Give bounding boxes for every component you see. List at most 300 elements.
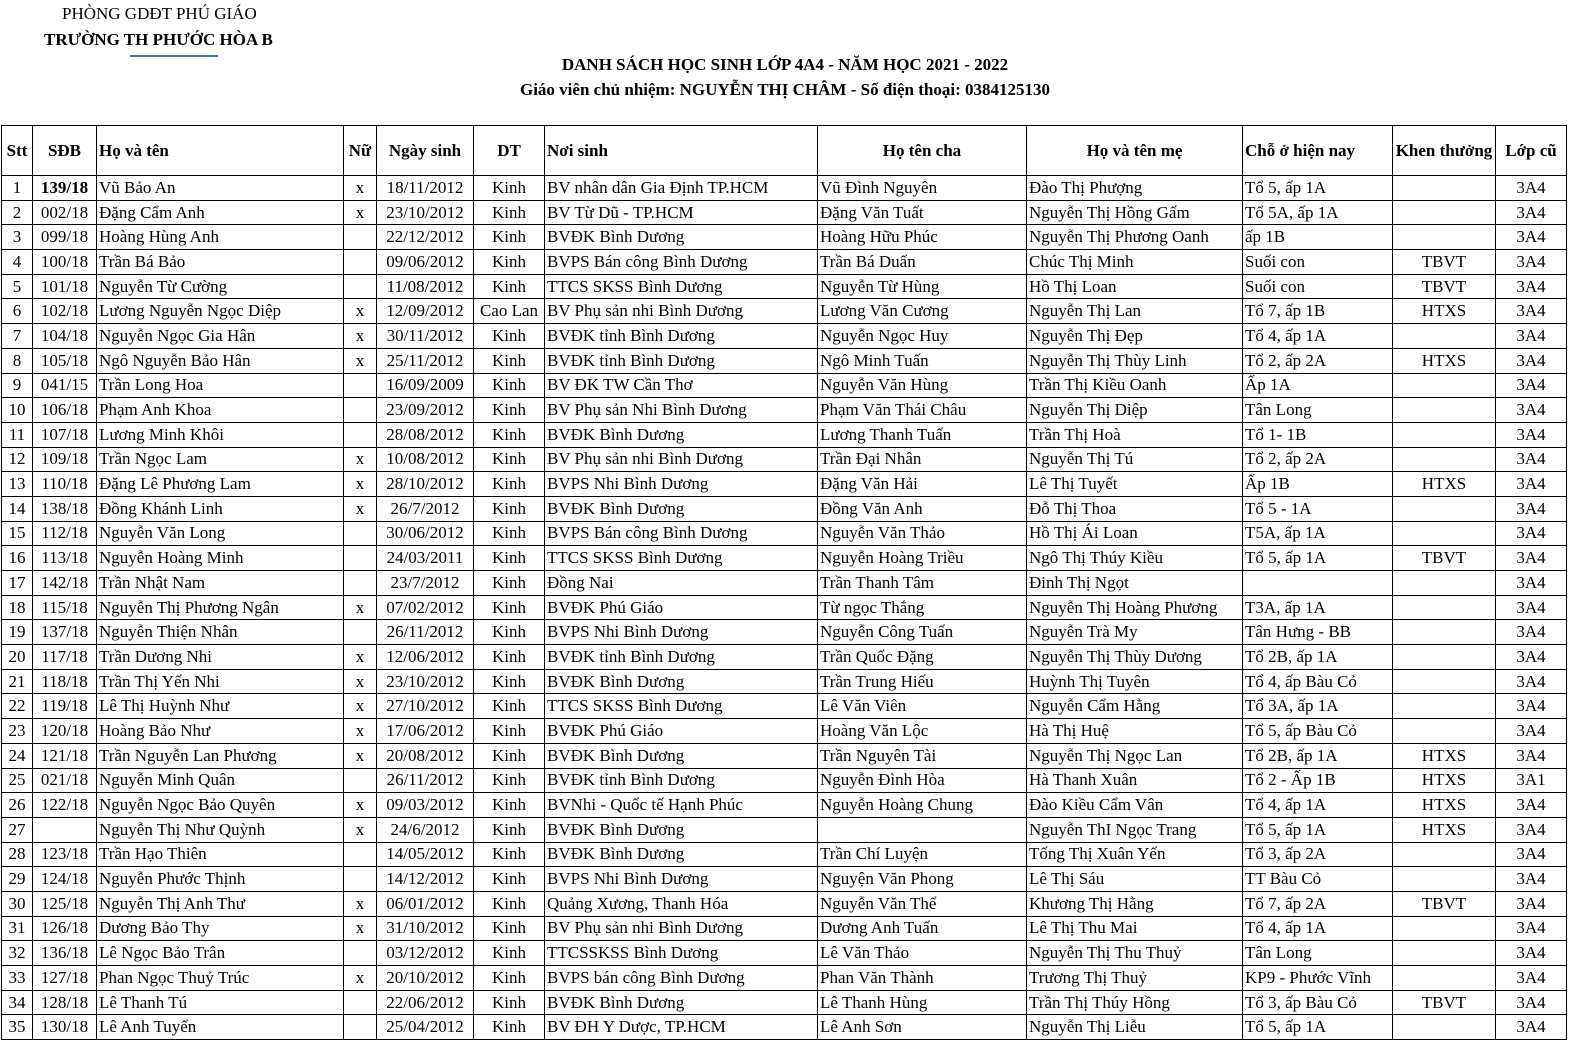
cell-birthplace: BVĐK Bình Dương (545, 743, 818, 768)
cell-birthplace: BVPS Nhi Bình Dương (545, 867, 818, 892)
table-row (2, 521, 1567, 546)
cell-name: Trần Long Hoa (97, 373, 344, 398)
cell-ethnicity: Kinh (474, 472, 545, 497)
table-row (2, 274, 1567, 299)
cell-father: Hoàng Văn Lộc (818, 719, 1027, 744)
cell-dob: 14/05/2012 (377, 842, 474, 867)
cell-female (344, 842, 377, 867)
table-row (2, 324, 1567, 349)
cell-name: Nguyễn Thị Anh Thư (97, 891, 344, 916)
cell-name: Phan Ngọc Thuỷ Trúc (97, 966, 344, 991)
cell-mother: Nguyễn ThI Ngọc Trang (1027, 817, 1243, 842)
cell-mother: Hà Thị Huệ (1027, 719, 1243, 744)
cell-father: Trần Trung Hiếu (818, 669, 1027, 694)
cell-father: Nguyễn Văn Hùng (818, 373, 1027, 398)
cell-stt: 28 (2, 842, 33, 867)
cell-mother: Lê Thị Sáu (1027, 867, 1243, 892)
cell-mother: Chúc Thị Minh (1027, 250, 1243, 275)
cell-female (344, 546, 377, 571)
cell-stt: 33 (2, 966, 33, 991)
table-row (2, 768, 1567, 793)
col-header-stt: Stt (2, 126, 33, 176)
col-header-female: Nữ (344, 126, 377, 176)
cell-ethnicity: Kinh (474, 694, 545, 719)
cell-father: Phan Văn Thành (818, 966, 1027, 991)
cell-female: x (344, 472, 377, 497)
cell-stt: 9 (2, 373, 33, 398)
cell-female: x (344, 299, 377, 324)
cell-female (344, 274, 377, 299)
table-row (2, 571, 1567, 596)
cell-address: T5A, ấp 1A (1243, 521, 1393, 546)
cell-name: Nguyễn Hoàng Minh (97, 546, 344, 571)
cell-father: Lê Văn Viên (818, 694, 1027, 719)
cell-award (1393, 916, 1496, 941)
cell-female (344, 422, 377, 447)
cell-old-class: 3A4 (1496, 225, 1567, 250)
col-header-mother: Họ và tên mẹ (1027, 126, 1243, 176)
cell-female: x (344, 694, 377, 719)
cell-ethnicity: Kinh (474, 669, 545, 694)
cell-name: Trần Thị Yến Nhi (97, 669, 344, 694)
cell-old-class: 3A4 (1496, 891, 1567, 916)
cell-father: Nguyễn Từ Hùng (818, 274, 1027, 299)
cell-mother: Nguyễn Thị Thu Thuỷ (1027, 941, 1243, 966)
table-row (2, 299, 1567, 324)
cell-sdb: 128/18 (33, 990, 97, 1015)
document-subtitle: Giáo viên chủ nhiệm: NGUYỄN THỊ CHÂM - Số điện thoại: 0384125130 (519, 80, 1051, 99)
cell-stt: 4 (2, 250, 33, 275)
cell-stt: 12 (2, 447, 33, 472)
cell-father: Vũ Đình Nguyên (818, 176, 1027, 201)
cell-mother: Nguyễn Thị Đẹp (1027, 324, 1243, 349)
cell-mother: Đinh Thị Ngọt (1027, 571, 1243, 596)
cell-ethnicity: Kinh (474, 546, 545, 571)
cell-birthplace: BVĐK Bình Dương (545, 842, 818, 867)
cell-award: HTXS (1393, 743, 1496, 768)
cell-ethnicity: Kinh (474, 743, 545, 768)
cell-old-class: 3A4 (1496, 916, 1567, 941)
cell-name: Nguyễn Thị Phương Ngân (97, 595, 344, 620)
cell-dob: 25/04/2012 (377, 1015, 474, 1040)
cell-award (1393, 694, 1496, 719)
table-row (2, 496, 1567, 521)
table-row (2, 916, 1567, 941)
cell-name: Hoàng Hùng Anh (97, 225, 344, 250)
cell-female (344, 373, 377, 398)
table-row (2, 669, 1567, 694)
cell-ethnicity: Kinh (474, 941, 545, 966)
cell-dob: 31/10/2012 (377, 916, 474, 941)
cell-stt: 5 (2, 274, 33, 299)
cell-ethnicity: Kinh (474, 422, 545, 447)
cell-ethnicity: Kinh (474, 916, 545, 941)
cell-dob: 12/09/2012 (377, 299, 474, 324)
cell-mother: Hà Thanh Xuân (1027, 768, 1243, 793)
cell-sdb: 136/18 (33, 941, 97, 966)
cell-birthplace: BV Phụ sản nhi Bình Dương (545, 447, 818, 472)
cell-mother: Nguyễn Thị Liễu (1027, 1015, 1243, 1040)
cell-father (818, 817, 1027, 842)
cell-address: Suối con (1243, 274, 1393, 299)
cell-stt: 26 (2, 793, 33, 818)
cell-mother: Lê Thị Tuyết (1027, 472, 1243, 497)
cell-stt: 19 (2, 620, 33, 645)
cell-dob: 23/09/2012 (377, 398, 474, 423)
cell-father: Dương Anh Tuấn (818, 916, 1027, 941)
cell-address: T3A, ấp 1A (1243, 595, 1393, 620)
cell-female: x (344, 743, 377, 768)
cell-birthplace: BVPS Nhi Bình Dương (545, 620, 818, 645)
cell-mother: Trần Thị Thúy Hồng (1027, 990, 1243, 1015)
cell-female: x (344, 324, 377, 349)
cell-stt: 16 (2, 546, 33, 571)
cell-sdb (33, 817, 97, 842)
table-row (2, 620, 1567, 645)
cell-sdb: 120/18 (33, 719, 97, 744)
cell-female: x (344, 817, 377, 842)
cell-birthplace: BV Phụ sản Nhi Bình Dương (545, 398, 818, 423)
cell-award (1393, 422, 1496, 447)
cell-female: x (344, 645, 377, 670)
cell-address: Tổ 2B, ấp 1A (1243, 743, 1393, 768)
cell-address: Tổ 3A, ấp 1A (1243, 694, 1393, 719)
cell-award (1393, 669, 1496, 694)
cell-ethnicity: Kinh (474, 719, 545, 744)
cell-old-class: 3A4 (1496, 472, 1567, 497)
student-table (1, 125, 1567, 1040)
cell-birthplace: BV Phụ sản nhi Bình Dương (545, 299, 818, 324)
cell-female (344, 571, 377, 596)
cell-name: Nguyễn Từ Cường (97, 274, 344, 299)
cell-father: Từ ngọc Thắng (818, 595, 1027, 620)
cell-father: Trần Chí Luyện (818, 842, 1027, 867)
cell-old-class: 3A4 (1496, 447, 1567, 472)
cell-ethnicity: Kinh (474, 447, 545, 472)
cell-ethnicity: Kinh (474, 373, 545, 398)
table-row (2, 842, 1567, 867)
cell-mother: Huỳnh Thị Tuyên (1027, 669, 1243, 694)
cell-name: Nguyễn Ngọc Bảo Quyên (97, 793, 344, 818)
cell-birthplace: BVĐK Bình Dương (545, 225, 818, 250)
cell-award: TBVT (1393, 990, 1496, 1015)
cell-address: Tổ 4, ấp 1A (1243, 793, 1393, 818)
cell-award: TBVT (1393, 546, 1496, 571)
cell-ethnicity: Kinh (474, 324, 545, 349)
cell-birthplace: BVĐK tỉnh Bình Dương (545, 768, 818, 793)
cell-award (1393, 620, 1496, 645)
cell-birthplace: BVĐK Bình Dương (545, 496, 818, 521)
cell-ethnicity: Kinh (474, 348, 545, 373)
cell-dob: 22/12/2012 (377, 225, 474, 250)
cell-name: Trần Nhật Nam (97, 571, 344, 596)
cell-name: Trần Ngọc Lam (97, 447, 344, 472)
cell-birthplace: TTCS SKSS Bình Dương (545, 694, 818, 719)
cell-sdb: 115/18 (33, 595, 97, 620)
col-header-birthplace: Nơi sinh (545, 126, 818, 176)
cell-sdb: 137/18 (33, 620, 97, 645)
cell-award (1393, 447, 1496, 472)
cell-birthplace: BV ĐK TW Cần Thơ (545, 373, 818, 398)
cell-mother: Ngô Thị Thúy Kiều (1027, 546, 1243, 571)
cell-address: Ấp 1B (1243, 472, 1393, 497)
table-row (2, 1015, 1567, 1040)
cell-mother: Nguyễn Thị Lan (1027, 299, 1243, 324)
cell-female: x (344, 200, 377, 225)
cell-old-class: 3A4 (1496, 496, 1567, 521)
cell-sdb: 122/18 (33, 793, 97, 818)
cell-name: Trần Bá Bảo (97, 250, 344, 275)
cell-name: Dương Bảo Thy (97, 916, 344, 941)
cell-mother: Trần Thị Kiều Oanh (1027, 373, 1243, 398)
cell-sdb: 118/18 (33, 669, 97, 694)
table-row (2, 472, 1567, 497)
cell-address: Tổ 5, ấp 1A (1243, 817, 1393, 842)
col-header-old-class: Lớp cũ (1496, 126, 1567, 176)
cell-name: Nguyễn Minh Quân (97, 768, 344, 793)
cell-award (1393, 373, 1496, 398)
cell-name: Vũ Bảo An (97, 176, 344, 201)
cell-award (1393, 496, 1496, 521)
cell-birthplace: BVĐK tỉnh Bình Dương (545, 324, 818, 349)
cell-dob: 26/7/2012 (377, 496, 474, 521)
cell-father: Lê Anh Sơn (818, 1015, 1027, 1040)
cell-sdb: 021/18 (33, 768, 97, 793)
cell-father: Đồng Văn Anh (818, 496, 1027, 521)
cell-award (1393, 571, 1496, 596)
cell-name: Nguyễn Thiện Nhân (97, 620, 344, 645)
cell-female: x (344, 891, 377, 916)
cell-mother: Nguyễn Thị Ngọc Lan (1027, 743, 1243, 768)
cell-female: x (344, 966, 377, 991)
cell-sdb: 109/18 (33, 447, 97, 472)
cell-ethnicity: Kinh (474, 398, 545, 423)
table-row (2, 645, 1567, 670)
cell-stt: 24 (2, 743, 33, 768)
cell-ethnicity: Kinh (474, 817, 545, 842)
cell-old-class: 3A4 (1496, 793, 1567, 818)
table-header-row (2, 126, 1567, 176)
cell-father: Lê Thanh Hùng (818, 990, 1027, 1015)
cell-old-class: 3A4 (1496, 373, 1567, 398)
cell-name: Trần Hạo Thiên (97, 842, 344, 867)
cell-sdb: 100/18 (33, 250, 97, 275)
table-row (2, 200, 1567, 225)
table-row (2, 595, 1567, 620)
document-title: DANH SÁCH HỌC SINH LỚP 4A4 - NĂM HỌC 2021 - 2022 (561, 55, 1009, 74)
cell-award (1393, 200, 1496, 225)
cell-mother: Đào Kiều Cẩm Vân (1027, 793, 1243, 818)
cell-old-class: 3A4 (1496, 743, 1567, 768)
cell-birthplace: BV Từ Dũ - TP.HCM (545, 200, 818, 225)
cell-award (1393, 867, 1496, 892)
cell-mother: Hồ Thị Ái Loan (1027, 521, 1243, 546)
cell-ethnicity: Kinh (474, 225, 545, 250)
cell-award: HTXS (1393, 817, 1496, 842)
cell-ethnicity: Kinh (474, 620, 545, 645)
cell-ethnicity: Kinh (474, 891, 545, 916)
col-header-dob: Ngày sinh (377, 126, 474, 176)
cell-dob: 10/08/2012 (377, 447, 474, 472)
table-row (2, 176, 1567, 201)
cell-dob: 20/10/2012 (377, 966, 474, 991)
cell-award (1393, 324, 1496, 349)
cell-female (344, 990, 377, 1015)
cell-dob: 03/12/2012 (377, 941, 474, 966)
cell-sdb: 104/18 (33, 324, 97, 349)
cell-sdb: 101/18 (33, 274, 97, 299)
cell-father: Trần Bá Duẩn (818, 250, 1027, 275)
department-name: PHÒNG GDĐT PHÚ GIÁO (62, 4, 257, 23)
cell-father: Hoàng Hữu Phúc (818, 225, 1027, 250)
cell-old-class: 3A4 (1496, 941, 1567, 966)
cell-dob: 27/10/2012 (377, 694, 474, 719)
cell-name: Ngô Nguyễn Bảo Hân (97, 348, 344, 373)
cell-stt: 27 (2, 817, 33, 842)
cell-name: Nguyễn Thị Như Quỳnh (97, 817, 344, 842)
cell-name: Trần Dương Nhi (97, 645, 344, 670)
cell-father: Nguyễn Đình Hòa (818, 768, 1027, 793)
cell-stt: 32 (2, 941, 33, 966)
cell-old-class: 3A4 (1496, 966, 1567, 991)
cell-name: Đồng Khánh Linh (97, 496, 344, 521)
cell-award (1393, 645, 1496, 670)
cell-birthplace: BVĐK Bình Dương (545, 669, 818, 694)
cell-ethnicity: Kinh (474, 595, 545, 620)
cell-award (1393, 719, 1496, 744)
cell-stt: 22 (2, 694, 33, 719)
cell-old-class: 3A4 (1496, 817, 1567, 842)
cell-female (344, 250, 377, 275)
cell-sdb: 041/15 (33, 373, 97, 398)
cell-dob: 06/01/2012 (377, 891, 474, 916)
cell-stt: 6 (2, 299, 33, 324)
table-row (2, 990, 1567, 1015)
cell-sdb: 107/18 (33, 422, 97, 447)
cell-sdb: 102/18 (33, 299, 97, 324)
cell-stt: 11 (2, 422, 33, 447)
cell-dob: 11/08/2012 (377, 274, 474, 299)
cell-name: Lương Minh Khôi (97, 422, 344, 447)
cell-address: Tổ 1- 1B (1243, 422, 1393, 447)
cell-old-class: 3A4 (1496, 571, 1567, 596)
cell-award (1393, 225, 1496, 250)
cell-name: Lê Thị Huỳnh Như (97, 694, 344, 719)
cell-dob: 24/03/2011 (377, 546, 474, 571)
cell-address (1243, 571, 1393, 596)
cell-female: x (344, 669, 377, 694)
cell-old-class: 3A4 (1496, 546, 1567, 571)
cell-female: x (344, 496, 377, 521)
cell-dob: 17/06/2012 (377, 719, 474, 744)
cell-birthplace: BVĐK Phú Giáo (545, 719, 818, 744)
cell-female (344, 398, 377, 423)
cell-birthplace: BVPS Nhi Bình Dương (545, 472, 818, 497)
cell-sdb: 126/18 (33, 916, 97, 941)
cell-name: Hoàng Bảo Như (97, 719, 344, 744)
cell-stt: 13 (2, 472, 33, 497)
cell-award (1393, 176, 1496, 201)
cell-old-class: 3A4 (1496, 200, 1567, 225)
cell-ethnicity: Kinh (474, 496, 545, 521)
cell-female: x (344, 793, 377, 818)
cell-sdb: 123/18 (33, 842, 97, 867)
cell-dob: 20/08/2012 (377, 743, 474, 768)
cell-sdb: 105/18 (33, 348, 97, 373)
cell-birthplace: TTCS SKSS Bình Dương (545, 546, 818, 571)
cell-stt: 7 (2, 324, 33, 349)
cell-sdb: 142/18 (33, 571, 97, 596)
cell-sdb: 117/18 (33, 645, 97, 670)
cell-stt: 8 (2, 348, 33, 373)
cell-sdb: 110/18 (33, 472, 97, 497)
cell-stt: 29 (2, 867, 33, 892)
cell-father: Nguyện Văn Phong (818, 867, 1027, 892)
cell-address: Tân Long (1243, 398, 1393, 423)
table-row (2, 694, 1567, 719)
cell-father: Nguyễn Văn Thể (818, 891, 1027, 916)
cell-sdb: 124/18 (33, 867, 97, 892)
cell-father: Lương Văn Cương (818, 299, 1027, 324)
cell-address: Tổ 5 - 1A (1243, 496, 1393, 521)
cell-award (1393, 521, 1496, 546)
table-row (2, 867, 1567, 892)
cell-old-class: 3A4 (1496, 694, 1567, 719)
table-row (2, 891, 1567, 916)
cell-ethnicity: Kinh (474, 768, 545, 793)
cell-name: Nguyễn Phước Thịnh (97, 867, 344, 892)
cell-dob: 26/11/2012 (377, 768, 474, 793)
cell-mother: Lê Thị Thu Mai (1027, 916, 1243, 941)
cell-birthplace: BVĐK Phú Giáo (545, 595, 818, 620)
cell-mother: Nguyễn Trà My (1027, 620, 1243, 645)
table-row (2, 373, 1567, 398)
cell-old-class: 3A4 (1496, 595, 1567, 620)
cell-dob: 12/06/2012 (377, 645, 474, 670)
cell-birthplace: BVNhi - Quốc tế Hạnh Phúc (545, 793, 818, 818)
cell-award (1393, 1015, 1496, 1040)
cell-sdb: 139/18 (33, 176, 97, 201)
table-row (2, 793, 1567, 818)
cell-birthplace: BVĐK Bình Dương (545, 990, 818, 1015)
cell-mother: Nguyễn Thị Hồng Gấm (1027, 200, 1243, 225)
cell-address: Tổ 2B, ấp 1A (1243, 645, 1393, 670)
cell-ethnicity: Kinh (474, 200, 545, 225)
col-header-address: Chỗ ở hiện nay (1243, 126, 1393, 176)
cell-stt: 2 (2, 200, 33, 225)
cell-ethnicity: Kinh (474, 176, 545, 201)
table-row (2, 966, 1567, 991)
cell-ethnicity: Kinh (474, 571, 545, 596)
cell-birthplace: BVĐK tỉnh Bình Dương (545, 645, 818, 670)
cell-address: Tổ 2, ấp 2A (1243, 447, 1393, 472)
cell-mother: Trương Thị Thuỷ (1027, 966, 1243, 991)
school-name: TRƯỜNG TH PHƯỚC HÒA B (44, 30, 273, 49)
cell-dob: 30/06/2012 (377, 521, 474, 546)
cell-address: Tổ 5, ấp Bàu Cỏ (1243, 719, 1393, 744)
cell-birthplace: Đồng Nai (545, 571, 818, 596)
cell-award: TBVT (1393, 274, 1496, 299)
table-row (2, 447, 1567, 472)
cell-sdb: 130/18 (33, 1015, 97, 1040)
cell-female (344, 867, 377, 892)
cell-ethnicity: Kinh (474, 867, 545, 892)
cell-female: x (344, 719, 377, 744)
cell-sdb: 127/18 (33, 966, 97, 991)
cell-sdb: 113/18 (33, 546, 97, 571)
cell-ethnicity: Kinh (474, 645, 545, 670)
cell-female (344, 941, 377, 966)
